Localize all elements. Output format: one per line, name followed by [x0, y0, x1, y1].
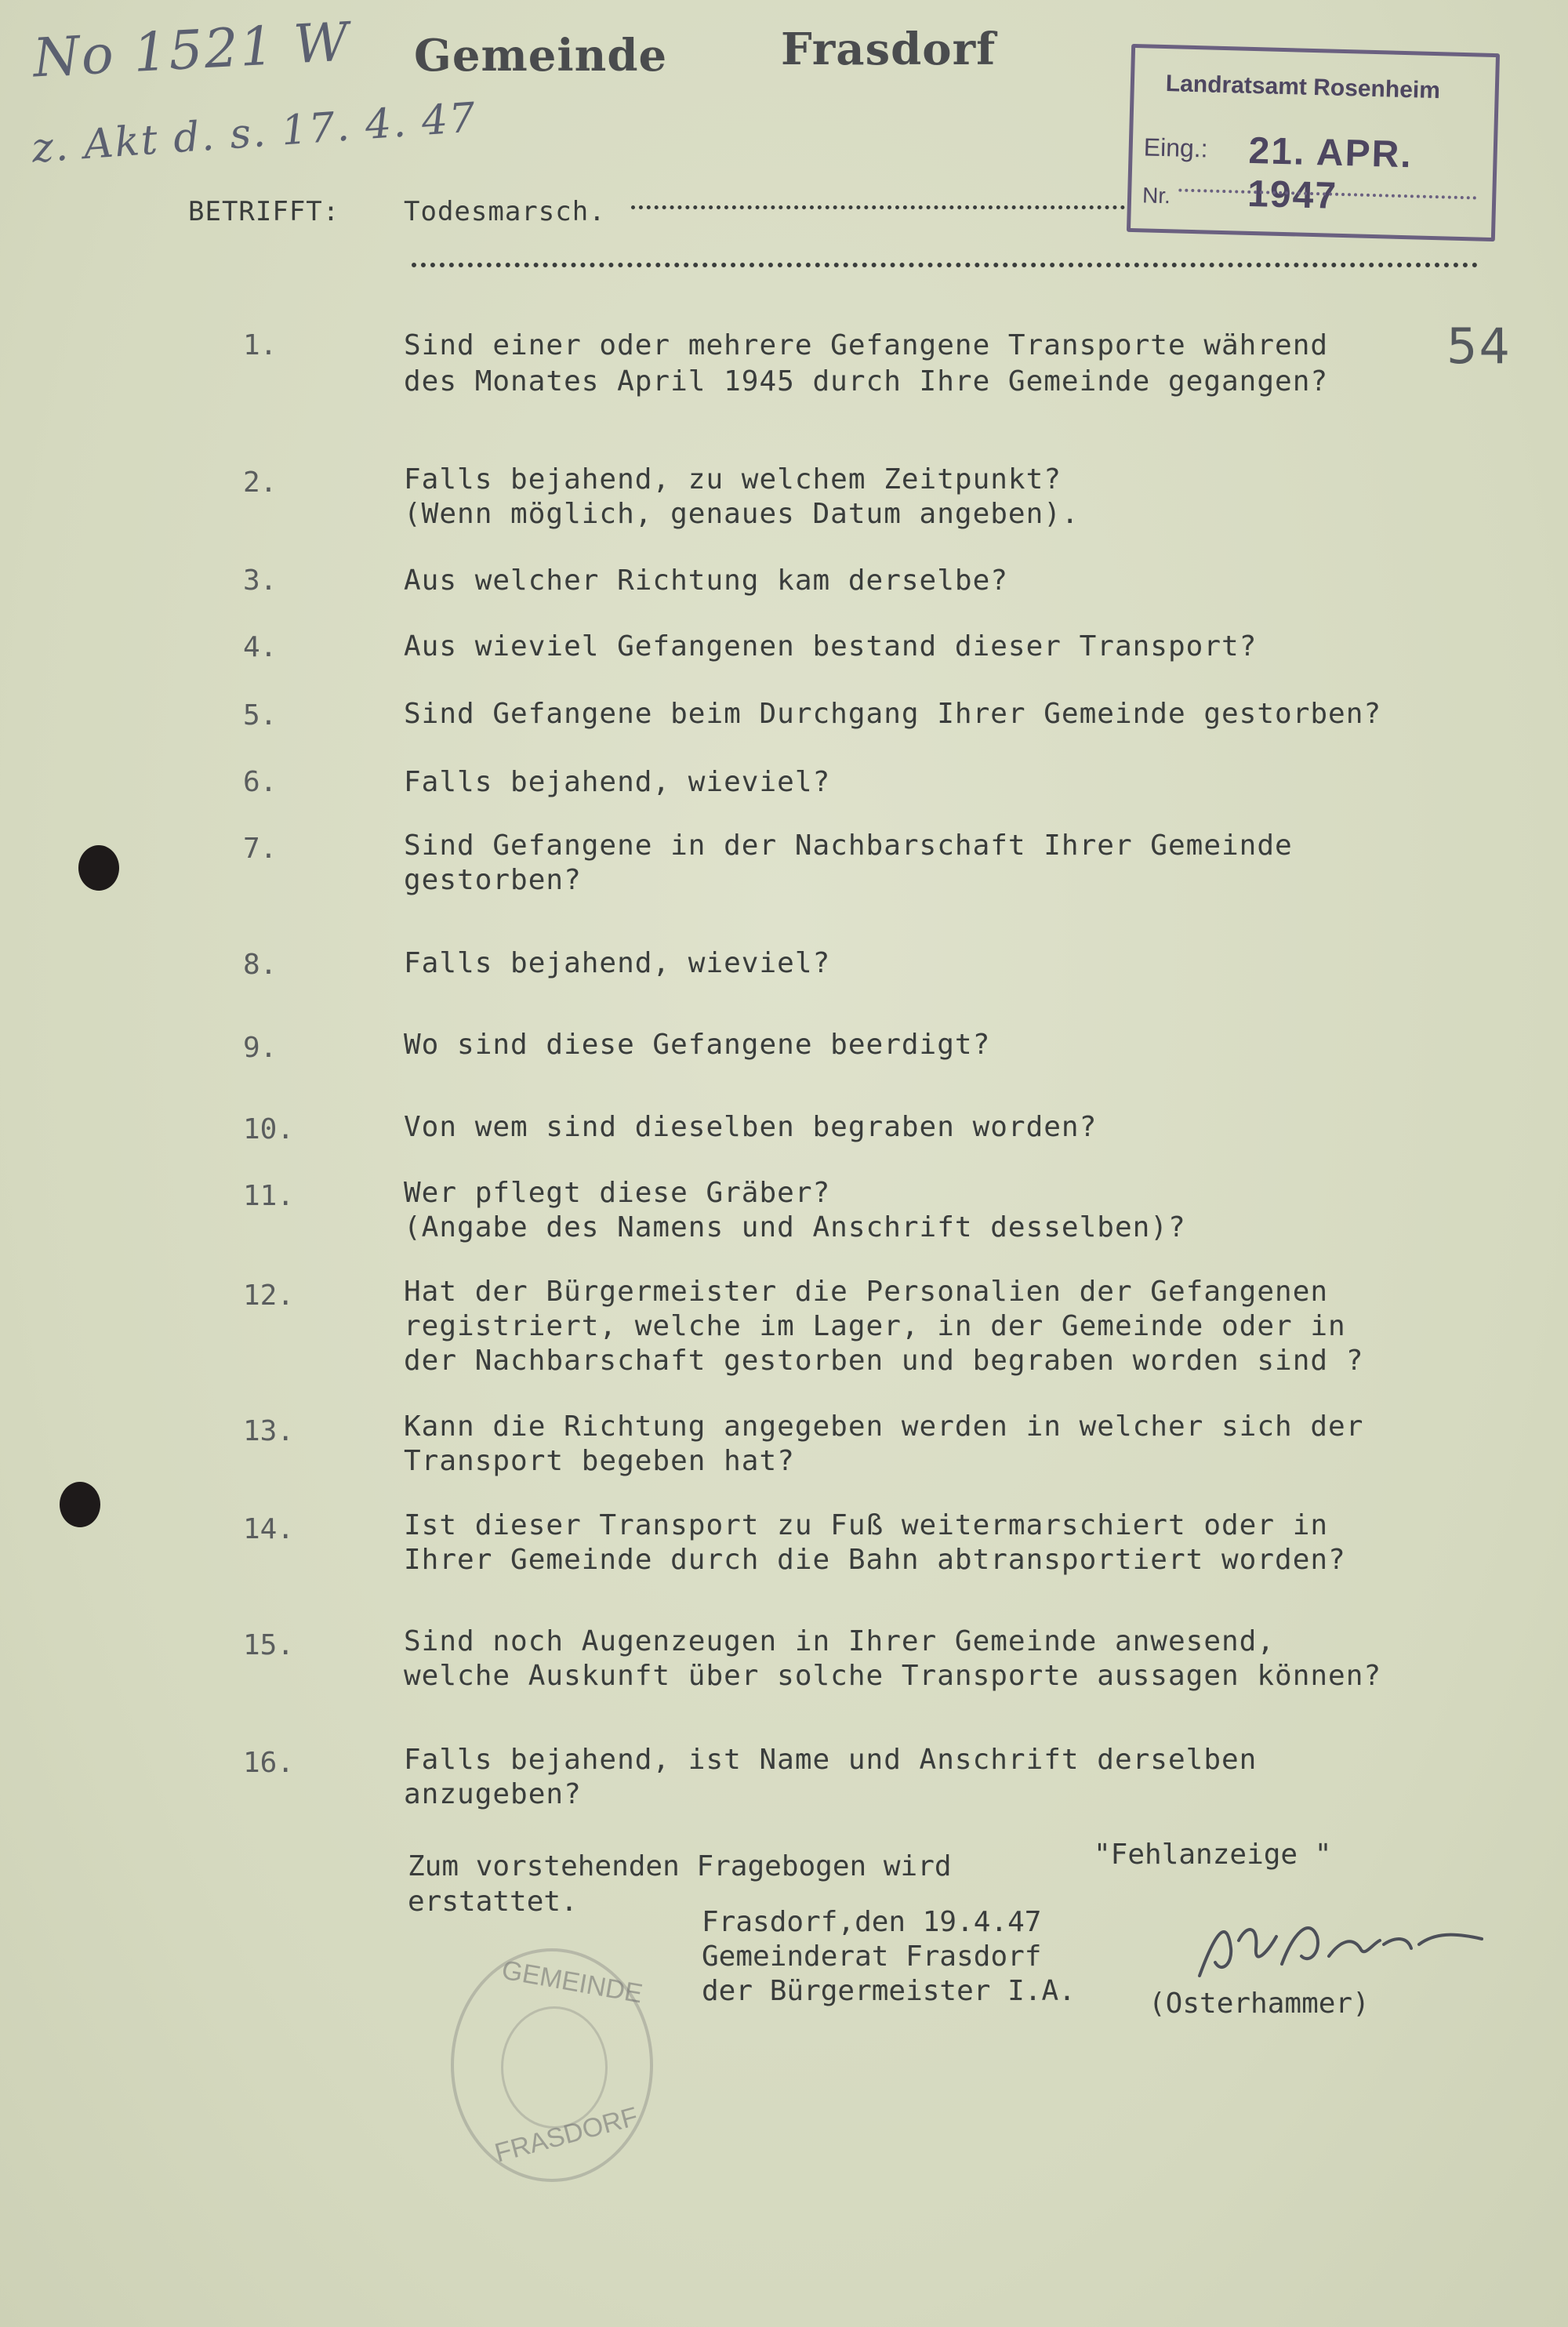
question-text: Aus welcher Richtung kam derselbe? — [404, 565, 1008, 597]
seal-bottom-text: FRASDORF — [492, 2101, 641, 2169]
seal-top-text: GEMEINDE — [499, 1955, 645, 2009]
subject-text: Todesmarsch. — [404, 196, 606, 227]
question-number: 10. — [243, 1113, 295, 1145]
seal-emblem — [501, 2006, 608, 2129]
question-number: 1. — [243, 329, 278, 361]
place-date: Frasdorf,den 19.4.47 — [702, 1906, 1042, 1938]
question-number: 11. — [243, 1180, 295, 1212]
question-text: Wo sind diese Gefangene beerdigt? — [404, 1029, 991, 1061]
question-number: 5. — [243, 699, 278, 731]
question-number: 6. — [243, 766, 278, 798]
receipt-stamp — [1127, 44, 1500, 241]
page-number: 54 — [1446, 318, 1512, 375]
question-text: Ist dieser Transport zu Fuß weitermarschiert oder in Ihrer Gemeinde durch die Bahn abtransportiert worden? — [404, 1509, 1346, 1576]
question-number: 16. — [243, 1747, 295, 1779]
signature-block — [702, 1905, 1076, 2009]
question-number: 3. — [243, 565, 278, 597]
question-number: 12. — [243, 1280, 295, 1312]
header-municipality-word: Gemeinde — [414, 30, 668, 82]
question-number: 15. — [243, 1629, 295, 1661]
handwritten-reference-note: z. Akt d. s. 17. 4. 47 — [30, 94, 478, 172]
remark-fehlanzeige: "Fehlanzeige " — [1094, 1839, 1332, 1871]
question-number: 4. — [243, 631, 278, 663]
question-text: Falls bejahend, wieviel? — [404, 766, 831, 798]
stamp-eing-label: Eing.: — [1143, 133, 1209, 163]
question-text: Sind einer oder mehrere Gefangene Transporte während des Monates April 1945 durch Ihre Gemeinde gegangen? — [404, 329, 1329, 398]
handwritten-signature — [1184, 1901, 1497, 1995]
question-text: Aus wieviel Gefangenen bestand dieser Transport? — [404, 630, 1258, 663]
separator-dotted-line — [412, 263, 1478, 267]
question-number: 14. — [243, 1513, 295, 1545]
question-number: 13. — [243, 1415, 295, 1447]
question-text: Sind Gefangene in der Nachbarschaft Ihrer Gemeinde gestorben? — [404, 830, 1293, 896]
stamp-office: Landratsamt Rosenheim — [1165, 71, 1441, 104]
question-number: 9. — [243, 1032, 278, 1064]
question-text: Wer pflegt diese Gräber? (Angabe des Namens und Anschrift desselben)? — [404, 1177, 1186, 1243]
punch-hole — [60, 1482, 100, 1527]
question-number: 8. — [243, 949, 278, 981]
mayor-line: der Bürgermeister I.A. — [702, 1975, 1076, 2007]
question-text: Sind Gefangene beim Durchgang Ihrer Gemeinde gestorben? — [404, 698, 1382, 730]
municipal-seal — [451, 1948, 653, 2182]
subject-label: BETRIFFT: — [188, 196, 340, 227]
question-text: Falls bejahend, ist Name und Anschrift derselben anzugeben? — [404, 1744, 1258, 1810]
question-number: 7. — [243, 833, 278, 865]
signer-name: (Osterhammer) — [1149, 1988, 1370, 2020]
closing-line-2: erstattet. — [408, 1886, 578, 1918]
punch-hole — [78, 845, 119, 891]
subject-dotted-line — [631, 205, 1125, 209]
question-number: 2. — [243, 466, 278, 499]
stamp-nr-label: Nr. — [1142, 183, 1171, 209]
question-text: Von wem sind dieselben begraben worden? — [404, 1111, 1098, 1143]
question-text: Falls bejahend, wieviel? — [404, 947, 831, 979]
handwritten-reference-number: No 1521 W — [31, 11, 352, 90]
closing-line-1: Zum vorstehenden Fragebogen wird — [408, 1850, 952, 1882]
question-text: Sind noch Augenzeugen in Ihrer Gemeinde anwesend, welche Auskunft über solche Transporte aussagen können? — [404, 1625, 1382, 1692]
question-text: Falls bejahend, zu welchem Zeitpunkt? (Wenn möglich, genaues Datum angeben). — [404, 463, 1080, 530]
question-text: Hat der Bürgermeister die Personalien der Gefangenen registriert, welche im Lager, in der Gemeinde oder in der Nachbarschaft gestorben und begraben worden sind ? — [404, 1276, 1364, 1377]
stamp-date: 21. APR. 1947 — [1247, 129, 1414, 217]
question-text: Kann die Richtung angegeben werden in welcher sich der Transport begeben hat? — [404, 1410, 1364, 1477]
council-name: Gemeinderat Frasdorf — [702, 1940, 1042, 1973]
header-municipality-name: Frasdorf — [781, 24, 996, 75]
